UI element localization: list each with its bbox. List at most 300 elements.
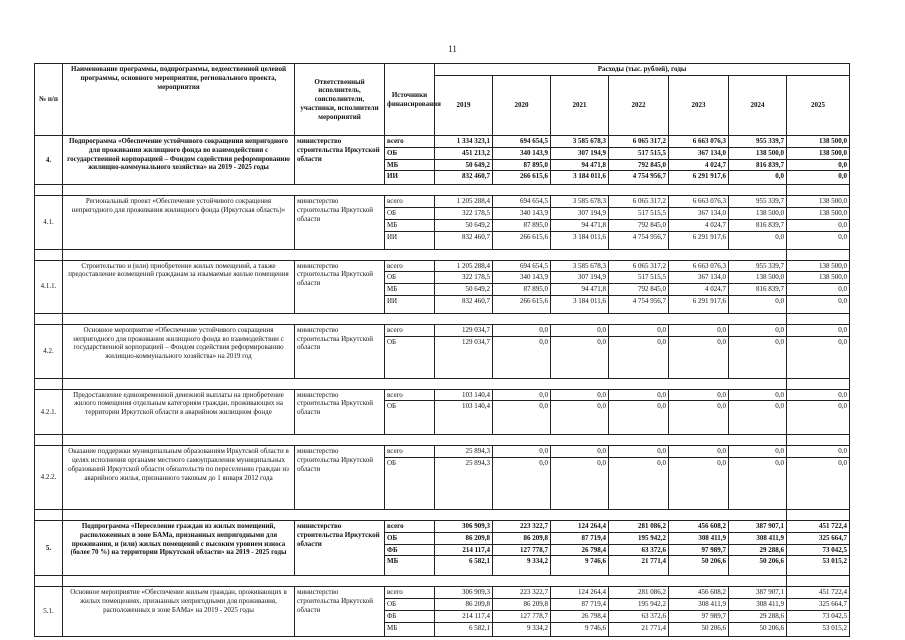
expense-value: 307 194,9 [551, 147, 609, 159]
expense-value: 9 334,2 [493, 622, 551, 636]
header-num: № п/п [35, 64, 63, 136]
gap-cell [385, 313, 435, 324]
expense-value: 138 500,0 [729, 272, 787, 284]
expense-value: 4 024,7 [669, 284, 729, 296]
expense-value: 517 515,5 [609, 208, 669, 220]
expense-value: 0,0 [493, 401, 551, 435]
gap-cell [35, 510, 63, 521]
section-gap [35, 576, 850, 587]
expense-value: 214 117,4 [435, 544, 493, 556]
table-row [35, 260, 850, 272]
expense-value: 0,0 [787, 295, 850, 313]
gap-cell [609, 313, 669, 324]
expense-value: 0,0 [609, 401, 669, 435]
funding-source: ИИ [385, 171, 435, 185]
gap-cell [35, 185, 63, 196]
gap-cell [385, 249, 435, 260]
expense-value: 50 206,6 [669, 622, 729, 636]
expense-value: 97 989,7 [669, 610, 729, 622]
expense-value: 792 845,0 [609, 219, 669, 231]
section-gap [35, 435, 850, 446]
gap-cell [551, 185, 609, 196]
header-year: 2019 [435, 76, 493, 136]
row-number: 4.1.1. [35, 260, 63, 313]
row-number: 4. [35, 136, 63, 185]
funding-source: ОБ [385, 208, 435, 220]
expense-value: 367 134,0 [669, 208, 729, 220]
expense-value: 0,0 [787, 171, 850, 185]
item-name: Региональный проект «Обеспечение устойчивого сокращения непригодного для проживания жилищного фонда (Иркутская область)» [63, 196, 295, 249]
expense-value: 0,0 [551, 401, 609, 435]
gap-cell [493, 510, 551, 521]
expense-value: 87 719,4 [551, 532, 609, 544]
gap-cell [63, 576, 295, 587]
row-number: 5.1. [35, 587, 63, 636]
expense-value: 195 942,2 [609, 532, 669, 544]
header-source: Источники финансирования [385, 64, 435, 136]
expense-value: 308 411,9 [669, 532, 729, 544]
expense-value: 223 322,7 [493, 521, 551, 533]
gap-cell [385, 435, 435, 446]
funding-source: ОБ [385, 147, 435, 159]
gap-cell [63, 313, 295, 324]
expense-value: 6 582,1 [435, 556, 493, 576]
expense-value: 340 143,9 [493, 147, 551, 159]
gap-cell [385, 510, 435, 521]
expense-value: 517 515,5 [609, 147, 669, 159]
expense-value: 832 460,7 [435, 295, 493, 313]
gap-cell [729, 313, 787, 324]
gap-cell [729, 378, 787, 389]
expense-value: 0,0 [787, 324, 850, 336]
header-year: 2020 [493, 76, 551, 136]
header-year: 2023 [669, 76, 729, 136]
item-name: Строительство и (или) приобретение жилых помещений, а также предоставление возмещений гражданам за изымаемые жилые помещения [63, 260, 295, 313]
gap-cell [493, 378, 551, 389]
executor: министерство строительства Иркутской области [295, 136, 385, 185]
expense-value: 307 194,9 [551, 208, 609, 220]
expense-value: 138 500,0 [729, 208, 787, 220]
expense-value: 6 065 317,2 [609, 136, 669, 148]
expense-value: 127 778,7 [493, 544, 551, 556]
expense-value: 138 500,0 [787, 147, 850, 159]
gap-cell [493, 576, 551, 587]
expense-value: 50 649,2 [435, 219, 493, 231]
funding-source: ИИ [385, 231, 435, 249]
executor: министерство строительства Иркутской области [295, 324, 385, 378]
gap-cell [787, 378, 850, 389]
expense-value: 0,0 [609, 336, 669, 378]
gap-cell [435, 435, 493, 446]
funding-source: ОБ [385, 272, 435, 284]
funding-source: ИИ [385, 295, 435, 313]
expense-value: 138 500,0 [787, 196, 850, 208]
expense-value: 0,0 [609, 446, 669, 458]
expense-value: 4 754 956,7 [609, 231, 669, 249]
gap-cell [295, 510, 385, 521]
executor: министерство строительства Иркутской области [295, 196, 385, 249]
gap-cell [35, 435, 63, 446]
expense-value: 9 746,6 [551, 556, 609, 576]
expense-value: 325 664,7 [787, 532, 850, 544]
gap-cell [551, 576, 609, 587]
header-executor: Ответственный исполнитель, соисполнители, участники, исполнители мероприятий [295, 64, 385, 136]
gap-cell [609, 576, 669, 587]
table-row [35, 196, 850, 208]
expense-value: 25 894,3 [435, 458, 493, 510]
section-gap [35, 378, 850, 389]
row-number: 4.1. [35, 196, 63, 249]
expense-value: 307 194,9 [551, 272, 609, 284]
item-name: Предоставление единовременной денежной выплаты на приобретение жилого помещения отдельным категориям граждан, проживающих на территории Иркутской области в аварийном жилищном фонде [63, 389, 295, 435]
expense-value: 124 264,4 [551, 587, 609, 599]
expense-value: 0,0 [609, 324, 669, 336]
expense-value: 127 778,7 [493, 610, 551, 622]
expense-value: 87 719,4 [551, 599, 609, 611]
item-name: Подпрограмма «Обеспечение устойчивого сокращения непригодного для проживания жилищного фонда во взаимодействии с государственной корпорацией – Фондом содействия реформированию жилищно-коммунального хозяйства» на 2019 - 2025 годы [63, 136, 295, 185]
header-year: 2022 [609, 76, 669, 136]
expense-value: 0,0 [551, 389, 609, 401]
expense-value: 0,0 [669, 389, 729, 401]
expense-value: 50 649,2 [435, 159, 493, 171]
expense-value: 0,0 [493, 446, 551, 458]
gap-cell [551, 435, 609, 446]
expense-value: 94 471,8 [551, 284, 609, 296]
gap-cell [669, 576, 729, 587]
gap-cell [385, 378, 435, 389]
expense-value: 340 143,9 [493, 272, 551, 284]
expense-value: 0,0 [729, 389, 787, 401]
expense-value: 86 209,8 [493, 599, 551, 611]
budget-table [34, 63, 850, 637]
row-number: 4.2.1. [35, 389, 63, 435]
expense-value: 0,0 [729, 171, 787, 185]
expense-value: 0,0 [551, 446, 609, 458]
gap-cell [435, 510, 493, 521]
expense-value: 792 845,0 [609, 284, 669, 296]
row-number: 4.2.2. [35, 446, 63, 510]
funding-source: МБ [385, 159, 435, 171]
expense-value: 0,0 [787, 219, 850, 231]
gap-cell [609, 435, 669, 446]
gap-cell [295, 378, 385, 389]
expense-value: 3 184 011,6 [551, 171, 609, 185]
expense-value: 21 771,4 [609, 622, 669, 636]
section-gap [35, 185, 850, 196]
funding-source: всего [385, 260, 435, 272]
gap-cell [435, 576, 493, 587]
expense-value: 0,0 [787, 446, 850, 458]
expense-value: 103 140,4 [435, 389, 493, 401]
gap-cell [35, 378, 63, 389]
expense-value: 0,0 [787, 401, 850, 435]
expense-value: 308 411,9 [729, 532, 787, 544]
gap-cell [295, 313, 385, 324]
expense-value: 103 140,4 [435, 401, 493, 435]
expense-value: 6 291 917,6 [669, 171, 729, 185]
expense-value: 1 205 288,4 [435, 196, 493, 208]
expense-value: 50 206,6 [729, 556, 787, 576]
section-gap [35, 313, 850, 324]
expense-value: 73 042,5 [787, 544, 850, 556]
expense-value: 0,0 [729, 336, 787, 378]
gap-cell [551, 313, 609, 324]
expense-value: 86 209,8 [435, 599, 493, 611]
expense-value: 50 206,6 [669, 556, 729, 576]
funding-source: всего [385, 324, 435, 336]
expense-value: 53 015,2 [787, 556, 850, 576]
gap-cell [295, 435, 385, 446]
header-year: 2025 [787, 76, 850, 136]
gap-cell [295, 576, 385, 587]
expense-value: 129 034,7 [435, 324, 493, 336]
funding-source: ОБ [385, 336, 435, 378]
item-name: Оказание поддержки муниципальным образованиям Иркутской области в целях исполнения органами местного самоуправления муниципальных образований Иркутской области обязательств по переселению граждан из аварийного жилья, признанного таковым до 1 января 2012 года [63, 446, 295, 510]
expense-value: 50 206,6 [729, 622, 787, 636]
expense-value: 816 839,7 [729, 284, 787, 296]
item-name: Подпрограмма «Переселение граждан из жилых помещений, расположенных в зоне БАМа, признанных непригодными для проживания, и (или) жилых помещений с высоким уровнем износа (более 70 %) на территории Иркутской области» на 2019 - 2025 годы [63, 521, 295, 576]
gap-cell [385, 576, 435, 587]
executor: министерство строительства Иркутской области [295, 521, 385, 576]
gap-cell [787, 185, 850, 196]
expense-value: 86 209,8 [493, 532, 551, 544]
gap-cell [63, 378, 295, 389]
gap-cell [493, 249, 551, 260]
expense-value: 1 205 288,4 [435, 260, 493, 272]
expense-value: 94 471,8 [551, 159, 609, 171]
expense-value: 4 024,7 [669, 219, 729, 231]
gap-cell [787, 435, 850, 446]
expense-value: 0,0 [729, 446, 787, 458]
expense-value: 6 065 317,2 [609, 196, 669, 208]
gap-cell [669, 435, 729, 446]
expense-value: 138 500,0 [787, 136, 850, 148]
expense-value: 0,0 [551, 458, 609, 510]
executor: министерство строительства Иркутской области [295, 389, 385, 435]
expense-value: 26 798,4 [551, 610, 609, 622]
expense-value: 6 291 917,6 [669, 295, 729, 313]
section-gap [35, 510, 850, 521]
expense-value: 694 654,5 [493, 136, 551, 148]
expense-value: 3 585 678,3 [551, 260, 609, 272]
gap-cell [609, 510, 669, 521]
header-year: 2024 [729, 76, 787, 136]
expense-value: 456 608,2 [669, 587, 729, 599]
section-gap [35, 249, 850, 260]
expense-value: 26 798,4 [551, 544, 609, 556]
header-expenses: Расходы (тыс. рублей), годы [435, 64, 850, 76]
expense-value: 694 654,5 [493, 196, 551, 208]
expense-value: 3 184 011,6 [551, 231, 609, 249]
row-number: 4.2. [35, 324, 63, 378]
gap-cell [729, 510, 787, 521]
gap-cell [63, 510, 295, 521]
expense-value: 0,0 [787, 284, 850, 296]
expense-value: 792 845,0 [609, 159, 669, 171]
page-number: 11 [448, 44, 457, 54]
expense-value: 25 894,3 [435, 446, 493, 458]
expense-value: 97 989,7 [669, 544, 729, 556]
gap-cell [669, 510, 729, 521]
funding-source: МБ [385, 622, 435, 636]
gap-cell [35, 576, 63, 587]
expense-value: 87 895,0 [493, 284, 551, 296]
expense-value: 223 322,7 [493, 587, 551, 599]
header-name: Наименование программы, подпрограммы, ведомственной целевой программы, основного мероприятия, регионального проекта, мероприятия [63, 64, 295, 136]
expense-value: 832 460,7 [435, 171, 493, 185]
expense-value: 4 754 956,7 [609, 295, 669, 313]
expense-value: 3 585 678,3 [551, 196, 609, 208]
expense-value: 73 042,5 [787, 610, 850, 622]
expense-value: 0,0 [493, 324, 551, 336]
budget-body [35, 136, 850, 637]
gap-cell [493, 435, 551, 446]
gap-cell [787, 510, 850, 521]
expense-value: 340 143,9 [493, 208, 551, 220]
expense-value: 3 184 011,6 [551, 295, 609, 313]
expense-value: 138 500,0 [787, 208, 850, 220]
item-name: Основное мероприятие «Обеспечение жильем граждан, проживающих в жилых помещениях, признанных непригодными для проживания, расположенных в зоне БАМа» на 2019 - 2025 годы [63, 587, 295, 636]
expense-value: 86 209,8 [435, 532, 493, 544]
funding-source: ФБ [385, 610, 435, 622]
expense-value: 367 134,0 [669, 272, 729, 284]
expense-value: 456 608,2 [669, 521, 729, 533]
funding-source: всего [385, 389, 435, 401]
funding-source: МБ [385, 556, 435, 576]
gap-cell [385, 185, 435, 196]
expense-value: 6 065 317,2 [609, 260, 669, 272]
executor: министерство строительства Иркутской области [295, 587, 385, 636]
gap-cell [551, 510, 609, 521]
expense-value: 4 024,7 [669, 159, 729, 171]
gap-cell [35, 249, 63, 260]
expense-value: 214 117,4 [435, 610, 493, 622]
expense-value: 0,0 [493, 336, 551, 378]
expense-value: 266 615,6 [493, 295, 551, 313]
gap-cell [787, 249, 850, 260]
expense-value: 266 615,6 [493, 171, 551, 185]
expense-value: 0,0 [551, 336, 609, 378]
gap-cell [63, 185, 295, 196]
expense-value: 0,0 [787, 389, 850, 401]
expense-value: 87 895,0 [493, 219, 551, 231]
expense-value: 0,0 [787, 458, 850, 510]
expense-value: 367 134,0 [669, 147, 729, 159]
funding-source: всего [385, 196, 435, 208]
expense-value: 63 372,6 [609, 544, 669, 556]
expense-value: 517 515,5 [609, 272, 669, 284]
expense-value: 955 339,7 [729, 260, 787, 272]
gap-cell [729, 576, 787, 587]
expense-value: 694 654,5 [493, 260, 551, 272]
expense-value: 832 460,7 [435, 231, 493, 249]
expense-value: 0,0 [493, 458, 551, 510]
funding-source: всего [385, 136, 435, 148]
funding-source: ОБ [385, 599, 435, 611]
table-row [35, 521, 850, 533]
gap-cell [493, 185, 551, 196]
gap-cell [63, 249, 295, 260]
expense-value: 308 411,9 [669, 599, 729, 611]
gap-cell [787, 576, 850, 587]
executor: министерство строительства Иркутской области [295, 446, 385, 510]
gap-cell [63, 435, 295, 446]
expense-value: 29 288,6 [729, 610, 787, 622]
executor: министерство строительства Иркутской области [295, 260, 385, 313]
expense-value: 387 907,1 [729, 587, 787, 599]
expense-value: 0,0 [669, 446, 729, 458]
expense-value: 816 839,7 [729, 159, 787, 171]
table-row [35, 389, 850, 401]
expense-value: 124 264,4 [551, 521, 609, 533]
gap-cell [435, 185, 493, 196]
expense-value: 6 582,1 [435, 622, 493, 636]
gap-cell [729, 249, 787, 260]
expense-value: 138 500,0 [729, 147, 787, 159]
expense-value: 387 907,1 [729, 521, 787, 533]
expense-value: 451 722,4 [787, 521, 850, 533]
expense-value: 3 585 678,3 [551, 136, 609, 148]
table-row [35, 587, 850, 599]
gap-cell [435, 249, 493, 260]
expense-value: 29 288,6 [729, 544, 787, 556]
expense-value: 308 411,9 [729, 599, 787, 611]
expense-value: 0,0 [669, 336, 729, 378]
expense-value: 451 213,2 [435, 147, 493, 159]
gap-cell [551, 249, 609, 260]
expense-value: 281 086,2 [609, 521, 669, 533]
expense-value: 322 178,5 [435, 272, 493, 284]
funding-source: ОБ [385, 458, 435, 510]
funding-source: всего [385, 521, 435, 533]
table-row [35, 446, 850, 458]
expense-value: 138 500,0 [787, 272, 850, 284]
expense-value: 306 909,3 [435, 587, 493, 599]
expense-value: 0,0 [729, 295, 787, 313]
funding-source: всего [385, 587, 435, 599]
expense-value: 94 471,8 [551, 219, 609, 231]
expense-value: 0,0 [669, 324, 729, 336]
expense-value: 129 034,7 [435, 336, 493, 378]
expense-value: 63 372,6 [609, 610, 669, 622]
expense-value: 50 649,2 [435, 284, 493, 296]
funding-source: ОБ [385, 532, 435, 544]
funding-source: ОБ [385, 401, 435, 435]
gap-cell [669, 249, 729, 260]
gap-cell [669, 313, 729, 324]
gap-cell [493, 313, 551, 324]
funding-source: всего [385, 446, 435, 458]
expense-value: 0,0 [609, 458, 669, 510]
expense-value: 9 334,2 [493, 556, 551, 576]
expense-value: 325 664,7 [787, 599, 850, 611]
gap-cell [729, 435, 787, 446]
expense-value: 281 086,2 [609, 587, 669, 599]
table-row [35, 324, 850, 336]
expense-value: 1 334 323,1 [435, 136, 493, 148]
table-row [35, 136, 850, 148]
gap-cell [609, 249, 669, 260]
item-name: Основное мероприятие «Обеспечение устойчивого сокращения непригодного для проживания жилищного фонда во взаимодействии с государственной корпорацией – Фондом содействия реформированию жилищно-коммунального хозяйства» на 2019 год [63, 324, 295, 378]
gap-cell [551, 378, 609, 389]
gap-cell [295, 185, 385, 196]
expense-value: 138 500,0 [787, 260, 850, 272]
gap-cell [729, 185, 787, 196]
expense-value: 0,0 [787, 336, 850, 378]
expense-value: 266 615,6 [493, 231, 551, 249]
expense-value: 4 754 956,7 [609, 171, 669, 185]
row-number: 5. [35, 521, 63, 576]
